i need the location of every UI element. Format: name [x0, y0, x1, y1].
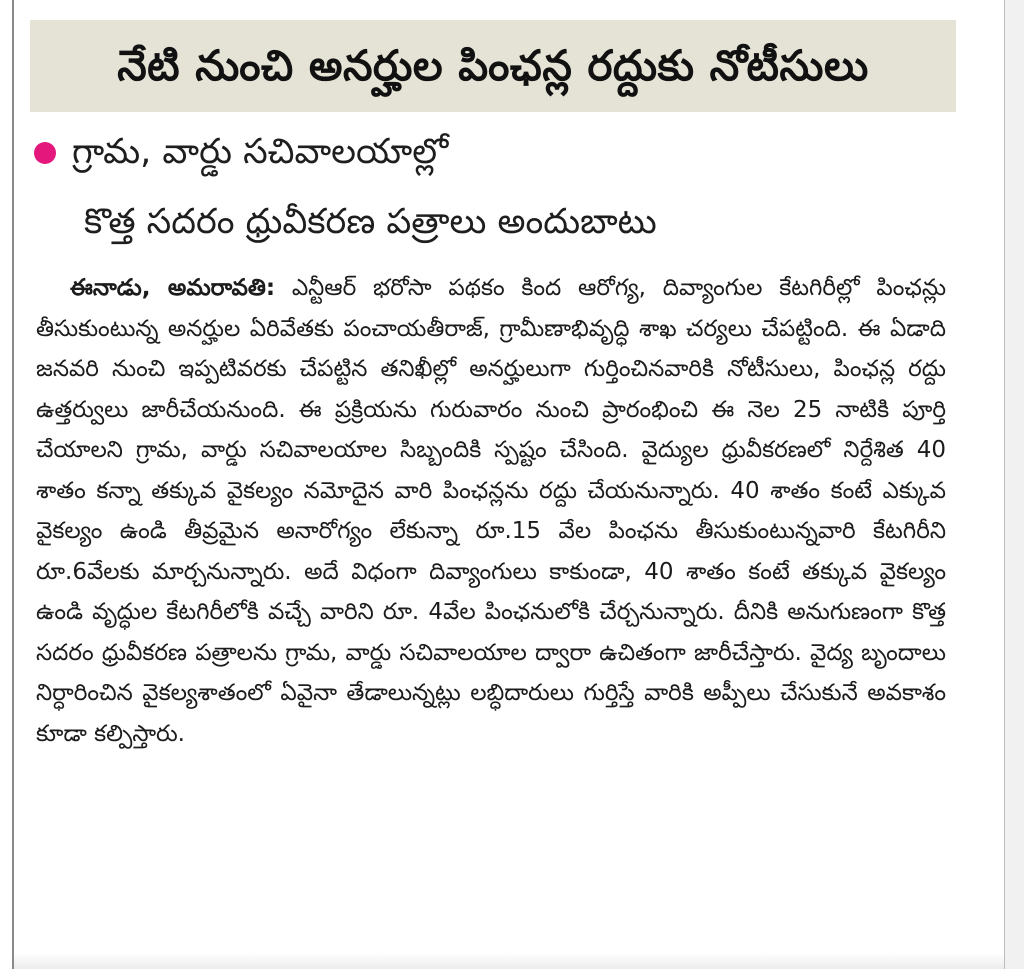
subheading-line-1: గ్రామ, వార్డు సచివాలయాల్లో — [72, 132, 449, 172]
article-paragraph — [36, 268, 946, 754]
pink-bullet-icon — [34, 142, 56, 164]
headline-band — [30, 20, 956, 112]
subheading-line-2: కొత్త సదరం ధ్రువీకరణ పత్రాలు అందుబాటు — [84, 202, 657, 242]
article-body — [36, 268, 946, 754]
article-text: ఎన్టీఆర్ భరోసా పథకం కింద ఆరోగ్య, దివ్యాంగుల కేటగిరీల్లో పింఛన్లు తీసుకుంటున్న అనర్హుల ఏరివేతకు పంచాయతీరాజ్, గ్రామీణాభివృద్ధి శాఖ చర్యలు చేపట్టింది. ఈ ఏడాది జనవరి నుంచి ఇప్పటివరకు చేపట్టిన తనిఖీల్లో అనర్హులుగా గుర్తించినవారికి నోటీసులు, పింఛన్ల రద్దు ఉత్తర్వులు జారీచేయనుంది. ఈ ప్రక్రియను గురువారం నుంచి ప్రారంభించి ఈ నెల 25 నాటికి పూర్తి చేయాలని గ్రామ, వార్డు సచివాలయాల సిబ్బందికి స్పష్టం చేసింది. వైద్యుల ధ్రువీకరణలో నిర్దేశిత 40 శాతం కన్నా తక్కువ వైకల్యం నమోదైన వారి పింఛన్లను రద్దు చేయనున్నారు. 40 శాతం కంటే ఎక్కువ వైకల్యం ఉండి తీవ్రమైన అనారోగ్యం లేకున్నా రూ.15 వేల పింఛను తీసుకుంటున్నవారి కేటగిరీని రూ.6వేలకు మార్చనున్నారు. అదే విధంగా దివ్యాంగులు కాకుండా, 40 శాతం కంటే తక్కువ వైకల్యం ఉండి వృద్ధుల కేటగిరీలోకి వచ్చే వారిని రూ. 4వేల పింఛనులోకి చేర్చనున్నారు. దీనికి అనుగుణంగా కొత్త సదరం ధ్రువీకరణ పత్రాలను గ్రామ, వార్డు సచివాలయాల ద్వారా ఉచితంగా జారీచేస్తారు. వైద్య బృందాలు నిర్ధారించిన వైకల్యశాతంలో ఏవైనా తేడాలున్నట్లు లబ్ధిదారులు గుర్తిస్తే వారికి అప్పీలు చేసుకునే అవకాశం కూడా కల్పిస్తారు. — [36, 275, 947, 747]
headline: నేటి నుంచి అనర్హుల పింఛన్ల రద్దుకు నోటీసులు — [117, 41, 869, 90]
bottom-edge-shadow — [14, 953, 1004, 969]
dateline: ఈనాడు, అమరావతి: — [70, 275, 276, 301]
right-margin-strip — [1005, 0, 1024, 969]
left-border-rule — [12, 0, 14, 969]
